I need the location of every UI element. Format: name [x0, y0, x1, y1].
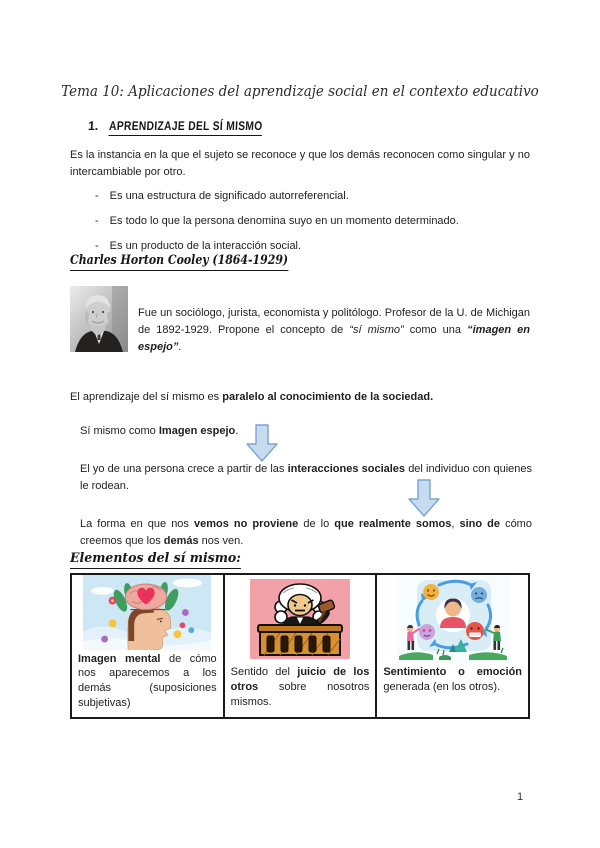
- cell-run: generada (en los otros).: [383, 680, 501, 693]
- page-number: 1: [517, 791, 524, 803]
- bullet-text: Es una estructura de significado autorreferencial.: [109, 190, 349, 202]
- parallel-statement: [70, 389, 530, 406]
- step-bold: Imagen espejo: [158, 425, 236, 437]
- cell-text: [377, 663, 528, 701]
- bio-italic: “sí mismo”: [349, 324, 404, 337]
- step-bold: vemos no proviene: [194, 518, 299, 530]
- section-number: 1.: [87, 119, 99, 133]
- bio-bold-italic: “imagen en espejo”: [138, 324, 531, 354]
- cell-text: [225, 663, 376, 716]
- step-text: ,: [451, 518, 460, 530]
- judge-illustration: [225, 575, 376, 663]
- statement-text: El aprendizaje del sí mismo es: [70, 391, 223, 403]
- elements-heading: Elementos del sí mismo:: [70, 551, 241, 569]
- step-bold: demás: [163, 535, 199, 548]
- step-text: .: [235, 425, 239, 437]
- table-cell-juicio: [223, 575, 376, 717]
- cell-bold: Sentimiento o emoción: [383, 666, 523, 678]
- statement-bold: paralelo al conocimiento de la sociedad.: [222, 391, 434, 403]
- emotions-cycle-illustration: [377, 575, 528, 663]
- cooley-heading: Charles Horton Cooley (1864-1929): [70, 253, 288, 271]
- step-text: de lo: [298, 518, 335, 530]
- step-text: nos ven.: [198, 535, 244, 548]
- emotions-cycle-illustration: [397, 575, 509, 663]
- step-text: del individuo con quienes le rodean.: [80, 463, 532, 493]
- judge-illustration: [250, 579, 350, 659]
- bio-text: como una: [403, 324, 468, 337]
- bullet-dash: -: [95, 190, 99, 202]
- cell-text: [72, 650, 223, 717]
- cooley-portrait-photo: [70, 286, 128, 352]
- bullet-dash: -: [95, 240, 99, 252]
- flow-step-1: [80, 423, 380, 440]
- bullet-dash: -: [95, 215, 99, 227]
- step-text: Sí mismo como: [80, 425, 159, 437]
- cell-run: sobre nosotros mismos.: [230, 680, 370, 708]
- section-heading-text: APRENDIZAJE DEL SÍ MISMO: [109, 119, 263, 136]
- step-bold: que realmente somos: [334, 518, 452, 530]
- bullet-item: [95, 213, 535, 230]
- elements-table: [70, 573, 530, 719]
- bullet-text: Es un producto de la interacción social.: [109, 240, 302, 252]
- step-bold: interacciones sociales: [287, 463, 406, 475]
- cell-run: Sentido del: [230, 666, 298, 678]
- step-text: cómo creemos que los: [80, 518, 532, 548]
- step-text: La forma en que nos: [80, 518, 194, 530]
- flow-step-2: [80, 461, 532, 495]
- bio-text: .: [178, 341, 182, 354]
- table-cell-sentimiento: [375, 575, 528, 717]
- flow-step-3: [80, 516, 532, 550]
- step-text: El yo de una persona crece a partir de las: [80, 463, 288, 475]
- mind-garden-illustration: [72, 575, 223, 650]
- section-heading: [88, 119, 297, 136]
- down-arrow-icon: [408, 479, 440, 517]
- step-bold: sino de: [459, 518, 500, 530]
- intro-paragraph: Es la instancia en la que el sujeto se reconoce y que los demás reconocen como singular y no intercambiable por otro.: [70, 149, 530, 179]
- bullet-text: Es todo lo que la persona denomina suyo en un momento determinado.: [109, 215, 459, 227]
- cell-bold: Imagen mental: [78, 652, 161, 665]
- cooley-bio: [138, 305, 530, 356]
- page-title: Tema 10: Aplicaciones del aprendizaje social en el contexto educativo: [61, 84, 539, 100]
- portrait-image: [70, 286, 128, 352]
- cell-run: de cómo nos aparecemos a los demás (suposiciones subjetivas): [78, 652, 217, 710]
- mind-garden-illustration: [83, 575, 211, 650]
- cell-bold: juicio de los otros: [230, 666, 370, 693]
- bullet-item: [95, 188, 535, 205]
- bio-text: Fue un sociólogo, jurista, economista y politólogo. Profesor de la U. de Michigan de 1892-1929. Propone el concepto de: [138, 307, 530, 337]
- down-arrow-icon: [246, 424, 278, 462]
- table-cell-imagen-mental: [72, 575, 223, 717]
